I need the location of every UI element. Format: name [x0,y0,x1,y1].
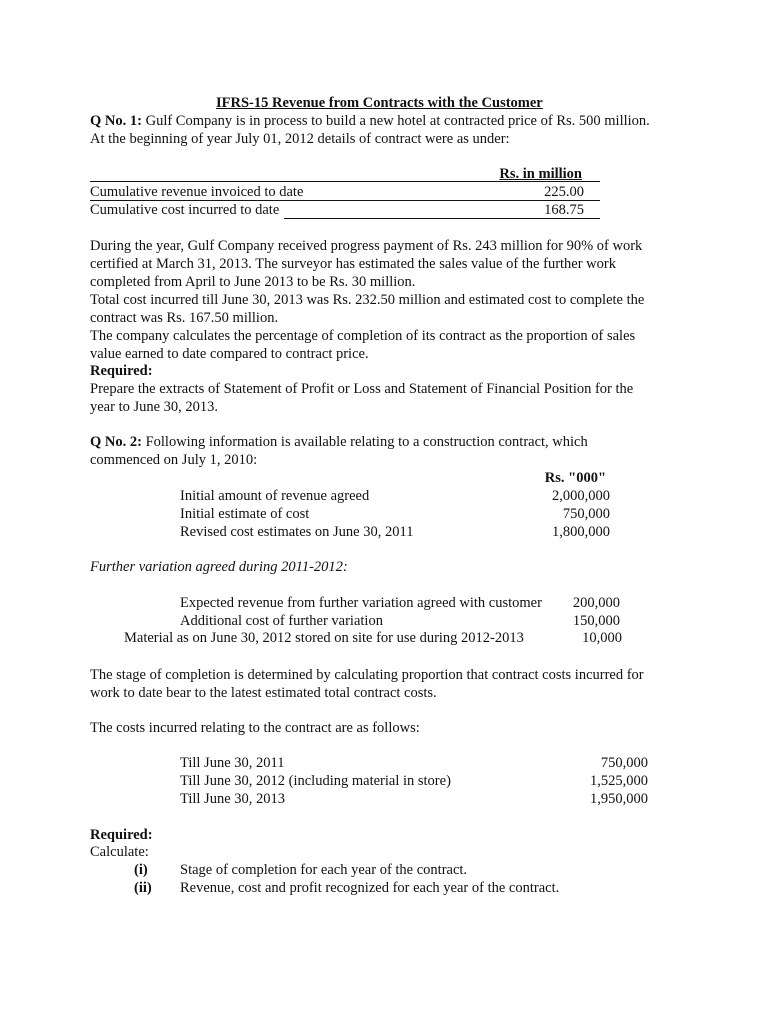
q1-table-top-rule [90,181,600,182]
q2-variation-value: 10,000 [582,630,622,646]
q2-row-label: Initial amount of revenue agreed [180,488,370,504]
q1-row-value: 168.75 [544,202,584,218]
q2-item-text: Stage of completion for each year of the contract. [180,862,468,878]
q2-variation-value: 150,000 [572,613,620,629]
q1-paragraph-line: value earned to date compared to contract price. [90,346,369,362]
q2-intro-line1 [90,433,588,451]
q2-variation-label: Additional cost of further variation [180,613,383,629]
q2-row-label: Revised cost estimates on June 30, 2011 [180,524,414,540]
q2-stage-line: work to date bear to the latest estimated total contract costs. [90,685,437,701]
q2-cost-value: 1,950,000 [590,791,648,807]
q1-paragraph-line: contract was Rs. 167.50 million. [90,310,279,326]
q1-paragraph-line: completed from April to June 2013 to be Rs. 30 million. [90,274,416,290]
q1-row-label: Cumulative revenue invoiced to date [90,184,304,200]
q1-intro1-text: Gulf Company is in process to build a new hotel at contracted price of Rs. 500 million. [141,113,650,129]
q2-variation-value: 200,000 [572,595,620,611]
q2-costs-intro: The costs incurred relating to the contract are as follows: [90,720,420,736]
q2-label: Q No. 2: [90,434,142,450]
q2-variation-label: Material as on June 30, 2012 stored on site for use during 2012-2013 [124,630,524,646]
q2-variation-heading: Further variation agreed during 2011-2012: [90,559,348,575]
q2-cost-value: 1,525,000 [590,773,648,789]
q2-cost-label: Till June 30, 2012 (including material in store) [180,773,451,789]
q2-cost-label: Till June 30, 2013 [180,791,286,807]
q1-paragraph-line: The company calculates the percentage of completion of its contract as the proportion of sales [90,328,636,344]
q2-item-number: (ii) [134,880,152,896]
q1-table-bottom-rule [284,218,600,219]
q1-required-line: year to June 30, 2013. [90,399,219,415]
q2-row-value: 750,000 [562,506,610,522]
q2-variation-label: Expected revenue from further variation agreed with customer [180,595,542,611]
q1-intro-line1 [90,112,650,130]
q1-row-label: Cumulative cost incurred to date [90,202,280,218]
q2-table-header: Rs. "000" [544,470,606,486]
q2-stage-line: The stage of completion is determined by calculating proportion that contract costs incurred for [90,667,644,683]
q2-cost-value: 750,000 [600,755,648,771]
q2-cost-label: Till June 30, 2011 [180,755,285,771]
q2-intro-line2: commenced on July 1, 2010: [90,452,258,468]
page-title: IFRS-15 Revenue from Contracts with the Customer [216,95,543,111]
q2-calculate-label: Calculate: [90,844,149,860]
q1-intro-line2: At the beginning of year July 01, 2012 details of contract were as under: [90,131,510,147]
q2-row-value: 1,800,000 [552,524,610,540]
q1-required-label: Required: [90,363,153,379]
q2-intro1-text: Following information is available relating to a construction contract, which [141,434,588,450]
q1-row-value: 225.00 [544,184,584,200]
q1-label: Q No. 1: [90,113,142,129]
q1-paragraph-line: During the year, Gulf Company received progress payment of Rs. 243 million for 90% of work [90,238,643,254]
q2-required-label: Required: [90,827,153,843]
q2-item-number: (i) [134,862,148,878]
q2-row-value: 2,000,000 [552,488,610,504]
q2-item-text: Revenue, cost and profit recognized for each year of the contract. [180,880,560,896]
q1-table-header: Rs. in million [499,166,582,182]
q1-paragraph-line: certified at March 31, 2013. The surveyor has estimated the sales value of the further work [90,256,616,272]
q1-paragraph-line: Total cost incurred till June 30, 2013 was Rs. 232.50 million and estimated cost to complete the [90,292,645,308]
q1-required-line: Prepare the extracts of Statement of Profit or Loss and Statement of Financial Position for the [90,381,634,397]
q2-row-label: Initial estimate of cost [180,506,310,522]
